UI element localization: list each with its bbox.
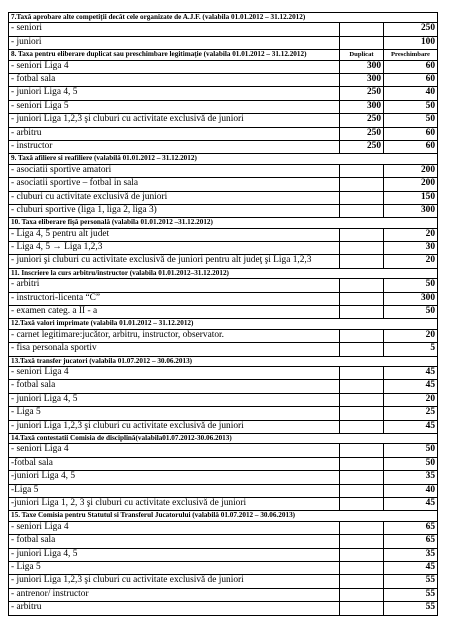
fee-value: 50 — [384, 114, 438, 127]
fee-row — [9, 380, 438, 393]
fee-value-duplicat — [340, 575, 384, 588]
fee-value-duplicat: 250 — [340, 87, 384, 100]
fee-row — [9, 306, 438, 319]
section-header-row — [9, 319, 438, 329]
fee-value-duplicat — [340, 191, 384, 204]
fee-row — [9, 343, 438, 356]
fee-row — [9, 407, 438, 420]
fee-value: 300 — [384, 292, 438, 305]
fee-label: - seniori Liga 4 — [9, 521, 340, 534]
fee-value: 20 — [384, 255, 438, 268]
fee-value-duplicat — [340, 380, 384, 393]
fee-value: 300 — [384, 204, 438, 217]
fee-row — [9, 561, 438, 574]
fee-row — [9, 140, 438, 153]
fee-row — [9, 575, 438, 588]
fee-label: - juniori Liga 4, 5 — [9, 548, 340, 561]
fee-value: 55 — [384, 588, 438, 601]
fee-value-duplicat — [340, 329, 384, 342]
fee-row — [9, 178, 438, 191]
fee-label: - juniori Liga 4, 5 — [9, 393, 340, 406]
fee-value-duplicat — [340, 457, 384, 470]
fee-value: 20 — [384, 228, 438, 241]
fee-row — [9, 535, 438, 548]
fee-label: - instructor — [9, 140, 340, 153]
fee-value-duplicat — [340, 497, 384, 510]
fee-row — [9, 36, 438, 49]
fee-value: 200 — [384, 164, 438, 177]
fee-label: - Liga 5 — [9, 407, 340, 420]
fee-value-duplicat — [340, 561, 384, 574]
fee-label: - Liga 4, 5 pentru alt judet — [9, 228, 340, 241]
fee-value-duplicat — [340, 588, 384, 601]
fee-label: - arbitru — [9, 602, 340, 615]
fee-value-duplicat — [340, 535, 384, 548]
fee-value: 65 — [384, 535, 438, 548]
fee-label: - arbitri — [9, 279, 340, 292]
fee-value: 60 — [384, 140, 438, 153]
fee-row — [9, 204, 438, 217]
column-header-preschimbare: Preschimbare — [384, 50, 438, 60]
fee-row — [9, 87, 438, 100]
section-title: 10. Taxa eliberare fişă personală (valabila 01.01.2012 –31.12.2012) — [9, 218, 438, 228]
fee-value-duplicat — [340, 521, 384, 534]
fee-value-duplicat — [340, 255, 384, 268]
fee-row — [9, 242, 438, 255]
fee-label: - fotbal sala — [9, 535, 340, 548]
fee-value-duplicat: 300 — [340, 100, 384, 113]
fee-label: - Liga 5 — [9, 561, 340, 574]
column-header-duplicat: Duplicat — [340, 50, 384, 60]
fee-label: - cluburi sportive (liga 1, liga 2, liga 3) — [9, 204, 340, 217]
fee-row — [9, 602, 438, 615]
fee-value: 35 — [384, 548, 438, 561]
fee-row — [9, 471, 438, 484]
fee-value-duplicat — [340, 279, 384, 292]
fee-value: 45 — [384, 420, 438, 433]
fee-value: 55 — [384, 602, 438, 615]
fee-row — [9, 521, 438, 534]
fee-row — [9, 279, 438, 292]
section-header-row — [9, 434, 438, 444]
fee-value: 50 — [384, 100, 438, 113]
section-title: 12.Taxă valori imprimate (valabila 01.01.2012 – 31.12.2012) — [9, 319, 438, 329]
section-title: 14.Taxă contestatii Comisia de disciplină(valabila01.07.2012-30.06.2013) — [9, 434, 438, 444]
fee-label: - fisa personala sportiv — [9, 343, 340, 356]
fee-value: 50 — [384, 306, 438, 319]
fee-label: - asociatii sportive – fotbal in sala — [9, 178, 340, 191]
fee-value-duplicat — [340, 420, 384, 433]
fee-label: - carnet legitimare:jucător, arbitru, instructor, observator. — [9, 329, 340, 342]
fee-row — [9, 588, 438, 601]
fee-value-duplicat: 250 — [340, 140, 384, 153]
fee-value-duplicat — [340, 471, 384, 484]
fee-value-duplicat: 250 — [340, 114, 384, 127]
fee-value-duplicat — [340, 164, 384, 177]
fee-value: 60 — [384, 73, 438, 86]
fee-value-duplicat — [340, 548, 384, 561]
fee-value: 25 — [384, 407, 438, 420]
fee-row — [9, 23, 438, 36]
fee-value-duplicat — [340, 242, 384, 255]
fee-value: 35 — [384, 471, 438, 484]
fee-row — [9, 127, 438, 140]
section-title: 7.Taxă aprobare alte competiții decât cele organizate de A.J.F. (valabila 01.01.2012 – 31.12.2012) — [9, 13, 438, 23]
fee-label: - Liga 4, 5 → Liga 1,2,3 — [9, 242, 340, 255]
fee-value: 60 — [384, 127, 438, 140]
fee-value: 65 — [384, 521, 438, 534]
fee-value: 50 — [384, 444, 438, 457]
section-header-row — [9, 50, 438, 60]
fee-value-duplicat — [340, 23, 384, 36]
fee-value: 60 — [384, 60, 438, 73]
fee-value: 30 — [384, 242, 438, 255]
section-title: 9. Taxă afiliere si reafiliere (valabilă 01.01.2012 – 31.12.2012) — [9, 154, 438, 164]
fee-row — [9, 497, 438, 510]
fee-value-duplicat — [340, 228, 384, 241]
fee-row — [9, 393, 438, 406]
fee-label: - juniori Liga 4, 5 — [9, 87, 340, 100]
fee-table — [8, 12, 438, 616]
section-title: 13.Taxă transfer jucatori (valabila 01.07.2012 – 30.06.2013) — [9, 356, 438, 366]
fee-value-duplicat — [340, 178, 384, 191]
fee-value-duplicat — [340, 407, 384, 420]
fee-value: 100 — [384, 36, 438, 49]
fee-row — [9, 164, 438, 177]
fee-value-duplicat — [340, 484, 384, 497]
fee-value: 20 — [384, 329, 438, 342]
fee-label: - juniori Liga 1,2,3 şi cluburi cu activitate exclusivă de juniori — [9, 420, 340, 433]
fee-value: 40 — [384, 87, 438, 100]
fee-value-duplicat: 300 — [340, 60, 384, 73]
fee-value-duplicat — [340, 343, 384, 356]
fee-label: - seniori Liga 4 — [9, 444, 340, 457]
fee-row — [9, 100, 438, 113]
fee-value-duplicat — [340, 36, 384, 49]
fee-row — [9, 457, 438, 470]
fee-row — [9, 548, 438, 561]
fee-row — [9, 114, 438, 127]
fee-value-duplicat — [340, 204, 384, 217]
fee-label: -juniori Liga 1, 2, 3 şi cluburi cu activitate exclusivă de juniori — [9, 497, 340, 510]
section-header-row — [9, 268, 438, 278]
fee-row — [9, 329, 438, 342]
fee-value: 45 — [384, 497, 438, 510]
fee-label: - fotbal sala — [9, 380, 340, 393]
fee-label: - juniori — [9, 36, 340, 49]
fee-value: 5 — [384, 343, 438, 356]
fee-label: -juniori Liga 4, 5 — [9, 471, 340, 484]
section-title: 11. Inscriere la curs arbitru/instructor (valabila 01.01.2012–31.12.2012) — [9, 268, 438, 278]
fee-value-duplicat: 250 — [340, 127, 384, 140]
fee-value: 20 — [384, 393, 438, 406]
fee-label: -Liga 5 — [9, 484, 340, 497]
fee-value-duplicat — [340, 367, 384, 380]
fee-value-duplicat — [340, 602, 384, 615]
fee-label: - examen categ. a II - a — [9, 306, 340, 319]
fee-label: - seniori Liga 4 — [9, 60, 340, 73]
fee-value: 40 — [384, 484, 438, 497]
fee-value: 250 — [384, 23, 438, 36]
section-title: 15. Taxe Comisia pentru Statutul si Transferul Jucatorului (valabilă 01.07.2012 – 30.06.2013) — [9, 511, 438, 521]
fee-row — [9, 420, 438, 433]
fee-label: - antrenor/ instructor — [9, 588, 340, 601]
fee-value-duplicat: 300 — [340, 73, 384, 86]
fee-row — [9, 484, 438, 497]
fee-row — [9, 292, 438, 305]
fee-value: 45 — [384, 367, 438, 380]
fee-value: 45 — [384, 380, 438, 393]
fee-row — [9, 191, 438, 204]
fee-value: 150 — [384, 191, 438, 204]
fee-row — [9, 228, 438, 241]
section-header-row — [9, 218, 438, 228]
fee-value: 200 — [384, 178, 438, 191]
section-header-row — [9, 356, 438, 366]
fee-label: - cluburi cu activitate exclusivă de juniori — [9, 191, 340, 204]
fee-value-duplicat — [340, 306, 384, 319]
fee-label: - arbitru — [9, 127, 340, 140]
fee-label: - seniori Liga 4 — [9, 367, 340, 380]
fee-label: - fotbal sala — [9, 73, 340, 86]
fee-label: - instructori-licenta “C” — [9, 292, 340, 305]
section-title: 8. Taxa pentru eliberare duplicat sau preschimbare legitimaţie (valabila 01.01.2012 – 31.12.2012) — [9, 50, 340, 60]
fee-row — [9, 367, 438, 380]
fee-label: - juniori Liga 1,2,3 şi cluburi cu activitate exclusivă de juniori — [9, 114, 340, 127]
fee-label: - asociatii sportive amatori — [9, 164, 340, 177]
fee-label: - seniori Liga 5 — [9, 100, 340, 113]
fee-label: - seniori — [9, 23, 340, 36]
fee-label: - juniori Liga 1,2,3 şi cluburi cu activitate exclusivă de juniori — [9, 575, 340, 588]
fee-value: 45 — [384, 561, 438, 574]
section-header-row — [9, 13, 438, 23]
fee-label: - juniori şi cluburi cu activitate exclusivă de juniori pentru alt judeţ şi Liga 1,2,3 — [9, 255, 340, 268]
fee-row — [9, 444, 438, 457]
fee-value-duplicat — [340, 292, 384, 305]
fee-row — [9, 73, 438, 86]
fee-row — [9, 255, 438, 268]
fee-value: 50 — [384, 457, 438, 470]
fee-value: 55 — [384, 575, 438, 588]
section-header-row — [9, 154, 438, 164]
fee-label: -fotbal sala — [9, 457, 340, 470]
section-header-row — [9, 511, 438, 521]
fee-value: 50 — [384, 279, 438, 292]
fee-value-duplicat — [340, 444, 384, 457]
fee-value-duplicat — [340, 393, 384, 406]
fee-row — [9, 60, 438, 73]
